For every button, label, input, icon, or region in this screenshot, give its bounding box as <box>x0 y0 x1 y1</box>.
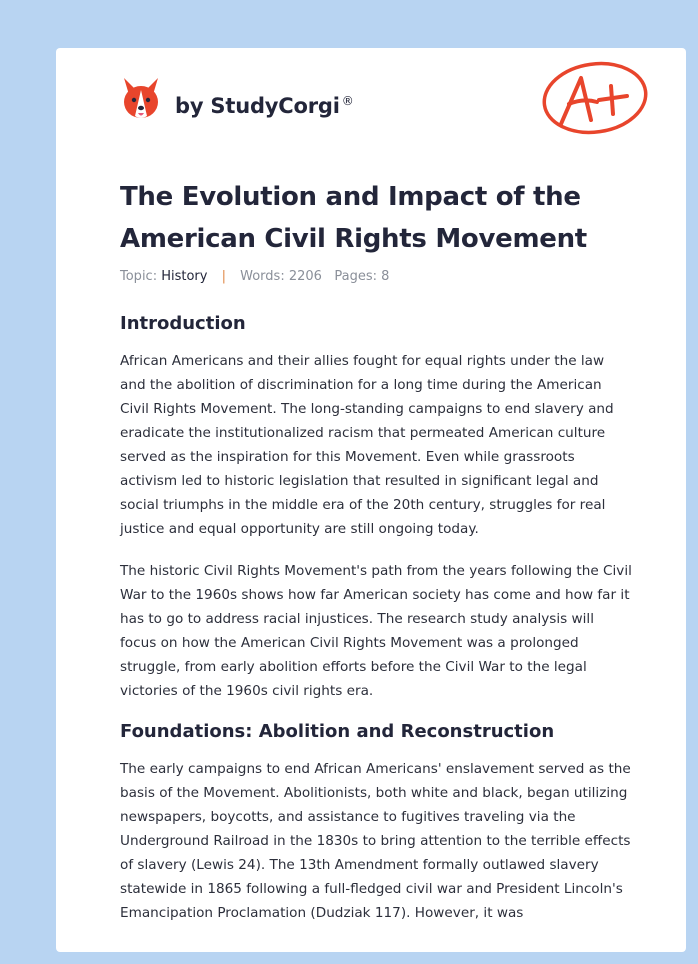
words-label: Words: <box>240 269 285 284</box>
pages-label: Pages: <box>334 269 377 284</box>
a-plus-grade-icon <box>539 58 651 142</box>
brand-name: by StudyCorgi ® <box>175 94 354 118</box>
document-title: The Evolution and Impact of the American Civil Rights Movement <box>120 182 587 254</box>
topic-label: Topic: <box>120 269 158 284</box>
section-heading-introduction: Introduction <box>120 313 246 334</box>
studycorgi-logo[interactable] <box>120 76 354 122</box>
document-meta <box>120 269 389 284</box>
words-value: 2206 <box>288 269 322 284</box>
section-heading-foundations: Foundations: Abolition and Reconstruction <box>120 721 555 742</box>
document-page <box>56 48 686 952</box>
corgi-icon <box>120 76 162 122</box>
intro-paragraph-1: African Americans and their allies fought for equal rights under the law and the abolition of discrimination for a long time during the American Civil Rights Movement. The long-standing campaigns to end slavery and eradicate the institutionalized racism that permeated American culture served as the inspiration for this Movement. Even while grassroots activism led to historic legislation that resulted in significant legal and social triumphs in the middle era of the 20th century, struggles for real justice and equal opportunity are still ongoing today. <box>120 353 614 537</box>
foundations-paragraph-1: The early campaigns to end African Americans' enslavement served as the basis of the Movement. Abolitionists, both white and black, began utilizing newspapers, boycotts, and assistance to fugitives traveling via the Underground Railroad in the 1830s to bring attention to the terrible effects of slavery (Lewis 24). The 13th Amendment formally outlawed slavery statewide in 1865 following a full-fledged civil war and President Lincoln's Emancipation Proclamation (Dudziak 117). However, it was <box>120 761 631 921</box>
pages-value: 8 <box>381 269 390 284</box>
intro-paragraph-2: The historic Civil Rights Movement's path from the years following the Civil War to the 1960s shows how far American society has come and how far it has to go to address racial injustices. The research study analysis will focus on how the American Civil Rights Movement was a prolonged struggle, from early abolition efforts before the Civil War to the legal victories of the 1960s civil rights era. <box>120 563 632 699</box>
topic-link[interactable]: History <box>161 269 208 284</box>
meta-separator: | <box>221 269 226 284</box>
